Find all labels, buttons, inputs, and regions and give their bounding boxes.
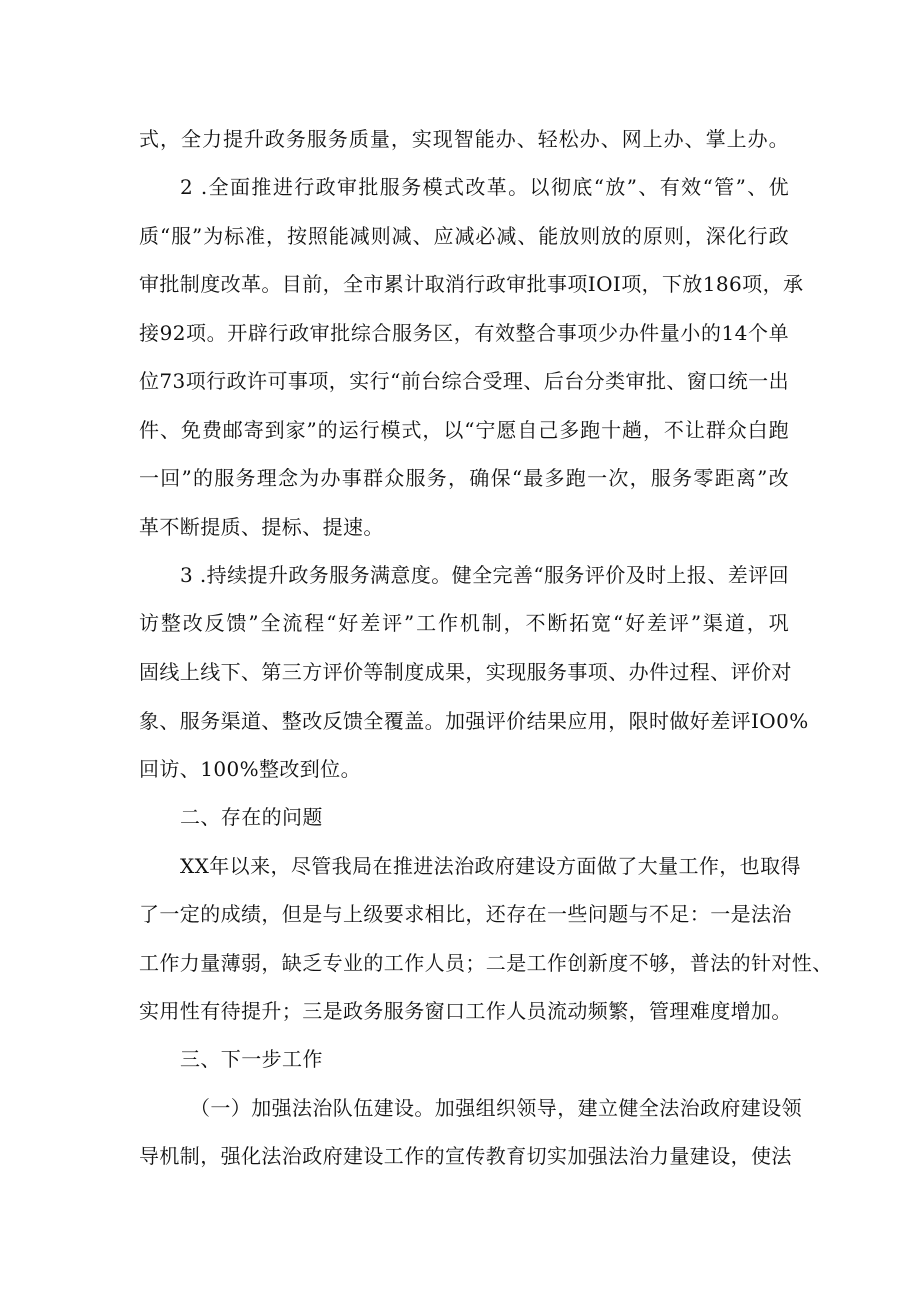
section-heading-next-steps: 三、下一步工作 bbox=[180, 1047, 323, 1071]
text-line: 位73项行政许可事项，实行“前台综合受理、后台分类审批、窗口统一出 bbox=[139, 369, 789, 393]
text-line: 革不断提质、提标、提速。 bbox=[139, 515, 384, 539]
text-line: 质“服”为标准，按照能减则减、应减必减、能放则放的原则，深化行政 bbox=[139, 224, 789, 248]
paragraph-heading-3: 3 .持续提升政务服务满意度。健全完善“服务评价及时上报、差评回 bbox=[180, 563, 789, 587]
text-line: 访整改反馈”全流程“好差评”工作机制，不断拓宽“好差评”渠道，巩 bbox=[139, 611, 789, 635]
text-line: 了一定的成绩，但是与上级要求相比，还存在一些问题与不足：一是法治 bbox=[139, 902, 792, 926]
text-line: 式，全力提升政务服务质量，实现智能办、轻松办、网上办、掌上办。 bbox=[139, 127, 789, 151]
text-line: 象、服务渠道、整改反馈全覆盖。加强评价结果应用，限时做好差评IO0% bbox=[139, 709, 809, 733]
paragraph-heading-2: 2 .全面推进行政审批服务模式改革。以彻底“放”、有效“管”、优 bbox=[180, 175, 789, 199]
text-line: 审批制度改革。目前，全市累计取消行政审批事项IOI项，下放186项，承 bbox=[139, 272, 804, 296]
text-line: 接92项。开辟行政审批综合服务区，有效整合事项少办件量小的14个单 bbox=[139, 321, 789, 345]
text-line: XX年以来，尽管我局在推进法治政府建设方面做了大量工作，也取得 bbox=[180, 854, 801, 878]
text-line: 一回”的服务理念为办事群众服务，确保“最多跑一次，服务零距离”改 bbox=[139, 466, 789, 490]
text-line: 实用性有待提升；三是政务服务窗口工作人员流动频繁，管理难度增加。 bbox=[139, 999, 792, 1023]
section-heading-problems: 二、存在的问题 bbox=[180, 805, 323, 829]
text-line: 工作力量薄弱，缺乏专业的工作人员；二是工作创新度不够，普法的针对性、 bbox=[139, 951, 833, 975]
subsection-heading-1: （一）加强法治队伍建设。加强组织领导，建立健全法治政府建设领 bbox=[190, 1096, 802, 1120]
text-line: 固线上线下、第三方评价等制度成果，实现服务事项、办件过程、评价对 bbox=[139, 660, 792, 684]
text-line: 件、免费邮寄到家”的运行模式，以“宁愿自己多跑十趟，不让群众白跑 bbox=[139, 418, 789, 442]
text-line: 回访、100%整改到位。 bbox=[139, 757, 361, 781]
text-line: 导机制，强化法治政府建设工作的宣传教育切实加强法治力量建设，使法 bbox=[139, 1144, 792, 1168]
